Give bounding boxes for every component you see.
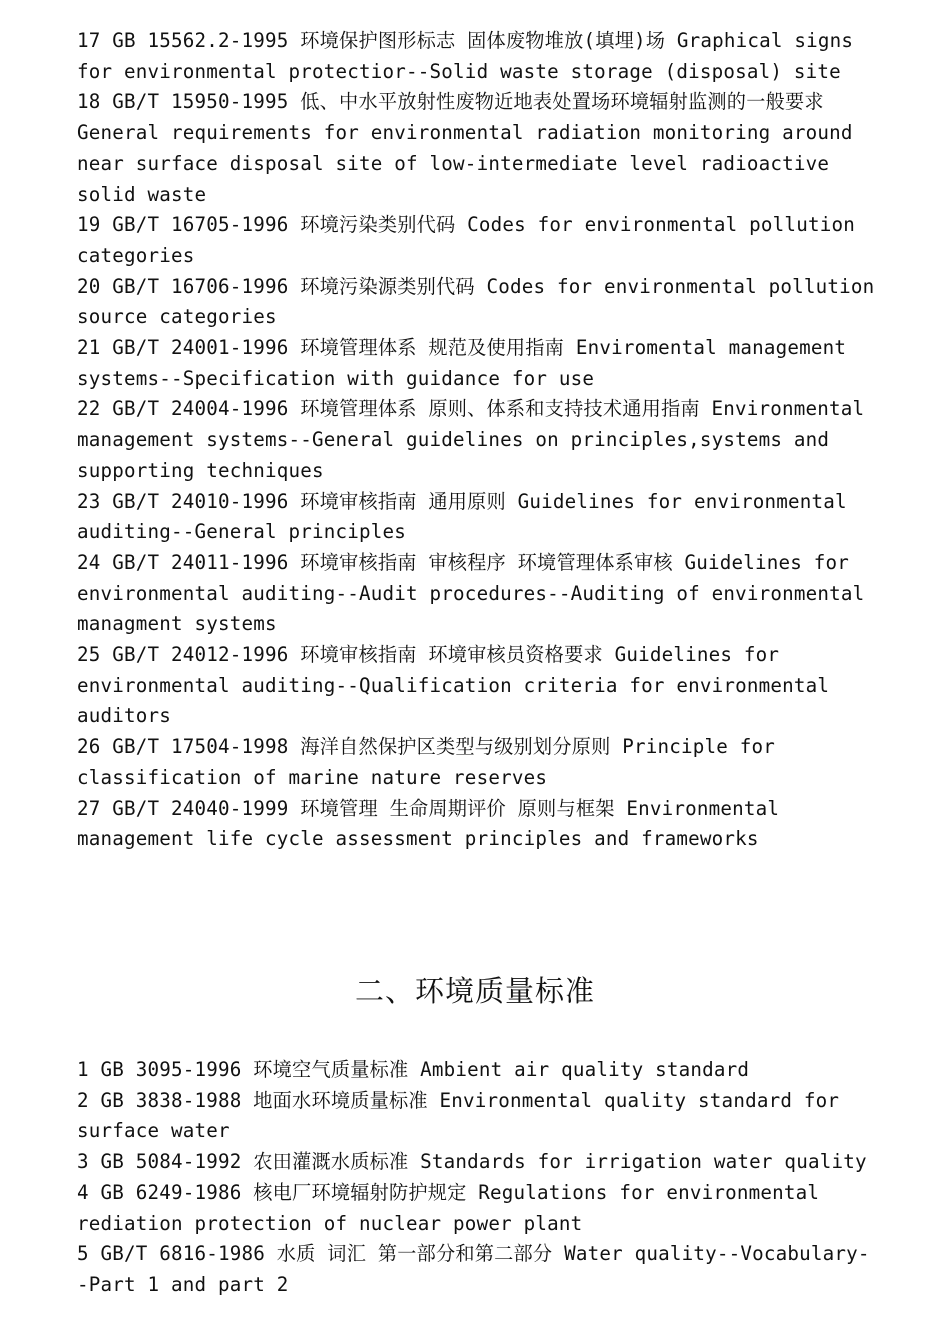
standard-entry-2: 2 GB 3838-1988 地面水环境质量标准 Environmental quality standard for surface water (77, 1088, 840, 1143)
standard-entry-3: 3 GB 5084-1992 农田灌溉水质标准 Standards for irrigation water quality (77, 1150, 867, 1174)
standard-entry-25: 25 GB/T 24012-1996 环境审核指南 环境审核员资格要求 Guidelines for environmental auditing--Qualification criteria for environmental auditors (77, 643, 830, 728)
standard-entry-22: 22 GB/T 24004-1996 环境管理体系 原则、体系和支持技术通用指南 Environmental management systems--General guidelines on principles,systems and supporting techniques (77, 397, 865, 482)
section-heading-environmental-quality-standards: 二、环境质量标准 (354, 974, 595, 1008)
standard-entry-23: 23 GB/T 24010-1996 环境审核指南 通用原则 Guidelines for environmental auditing--General principles (77, 489, 847, 544)
standard-entry-24: 24 GB/T 24011-1996 环境审核指南 审核程序 环境管理体系审核 Guidelines for environmental auditing--Audit procedures--Auditing of environmental managment systems (77, 550, 865, 636)
standard-entry-19: 19 GB/T 16705-1996 环境污染类别代码 Codes for environmental pollution categories (77, 213, 855, 267)
standard-entry-26: 26 GB/T 17504-1998 海洋自然保护区类型与级别划分原则 Principle for classification of marine nature reserves (77, 735, 776, 789)
standard-entry-20: 20 GB/T 16706-1996 环境污染源类别代码 Codes for environmental pollution source categories (77, 274, 875, 329)
standard-entry-21: 21 GB/T 24001-1996 环境管理体系 规范及使用指南 Enviromental management systems--Specification with guidance for use (77, 336, 847, 390)
standard-entry-5: 5 GB/T 6816-1986 水质 词汇 第一部分和第二部分 Water quality--Vocabulary--Part 1 and part 2 (77, 1242, 870, 1296)
standard-entry-18: 18 GB/T 15950-1995 低、中水平放射性废物近地表处置场环境辐射监测的一般要求 General requirements for environmental radiation monitoring around near surface disposal site of low-intermediate level radioactive solid waste (77, 90, 853, 206)
standard-entry-1: 1 GB 3095-1996 环境空气质量标准 Ambient air quality standard (77, 1058, 750, 1081)
standard-entry-27: 27 GB/T 24040-1999 环境管理 生命周期评价 原则与框架 Environmental management life cycle assessment principles and frameworks (77, 796, 780, 851)
standard-entry-17: 17 GB 15562.2-1995 环境保护图形标志 固体废物堆放(填埋)场 Graphical signs for environmental protectior--Solid waste storage (disposal) site (77, 29, 854, 83)
section2-entry-list (77, 1055, 877, 1301)
section1-entry-list (77, 26, 877, 855)
standard-entry-4: 4 GB 6249-1986 核电厂环境辐射防护规定 Regulations for environmental rediation protection of nuclear power plant (77, 1180, 820, 1235)
